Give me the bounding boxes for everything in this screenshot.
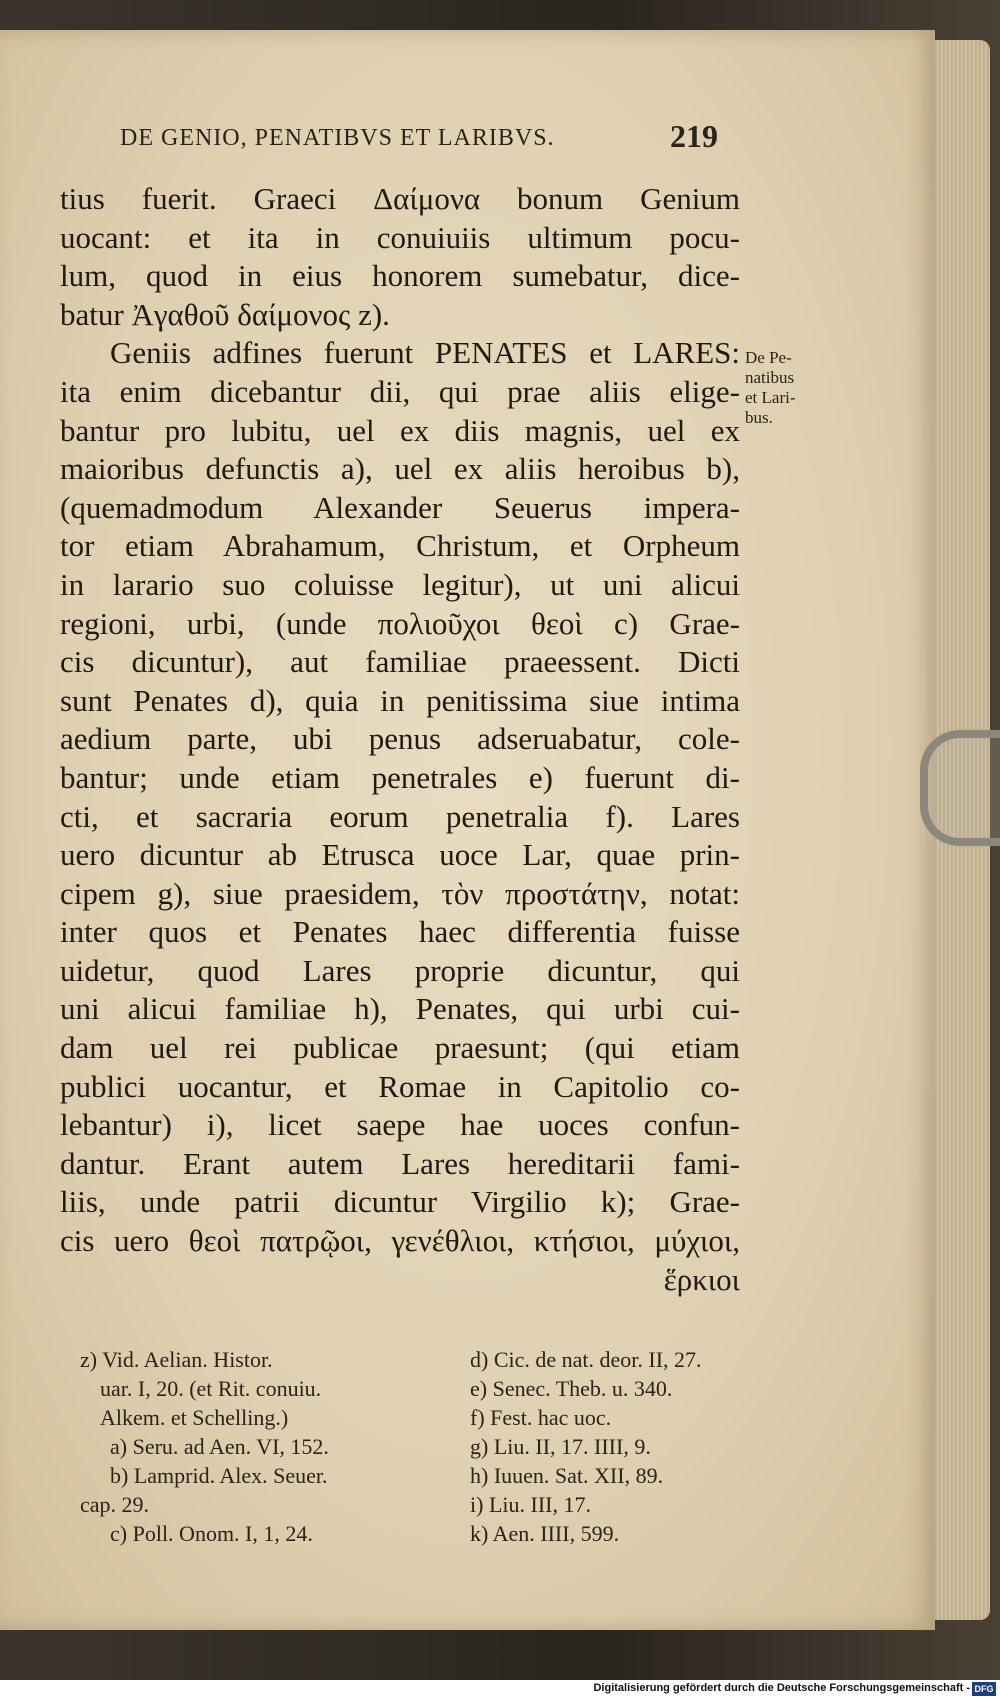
body-text [60,180,740,1299]
footnote: cap. 29. [80,1492,150,1517]
body-line: sunt Penates d), quia in penitissima siue intima [60,682,740,718]
catchword: ἕρκιοι [663,1261,740,1297]
body-line: lum, quod in eius honorem sumebatur, dice- [60,258,740,294]
footnotes-right [470,1345,770,1548]
margin-note-line: bus. [745,408,773,427]
body-line: batur Ἀγαθοῦ δαίμονος z). [60,296,390,332]
body-line: inter quos et Penates haec differentia fuisse [60,914,740,950]
running-title: DE GENIO, PENATIBVS ET LARIBVS. [120,125,555,151]
footnote: c) Poll. Onom. I, 1, 24. [110,1521,313,1546]
body-line: uero dicuntur ab Etrusca uoce Lar, quae prin- [60,837,740,873]
margin-note [745,348,835,428]
footnote: z) Vid. Aelian. Histor. [80,1347,273,1372]
margin-note-line: et Lari- [745,388,796,407]
footnote: i) Liu. III, 17. [470,1492,591,1517]
body-line: tor etiam Abrahamum, Christum, et Orpheum [60,528,740,564]
body-line: liis, unde patrii dicuntur Virgilio k); Grae- [60,1184,740,1220]
footnote: g) Liu. II, 17. IIII, 9. [470,1434,651,1459]
footnote: f) Fest. hac uoc. [470,1405,612,1430]
body-line: tius fuerit. Graeci Δαίμονα bonum Genium [60,181,740,216]
margin-note-line: natibus [745,368,795,387]
body-line: cis dicuntur), aut familiae praeessent. Dicti [60,644,740,680]
footnote: e) Senec. Theb. u. 340. [470,1376,673,1401]
footnote: a) Seru. ad Aen. VI, 152. [110,1434,329,1459]
body-line: cipem g), siue praesidem, τὸν προστάτην, notat: [60,875,740,911]
footnote: b) Lamprid. Alex. Seuer. [110,1463,328,1488]
digitization-credit: Digitalisierung gefördert durch die Deutsche Forschungsgemeinschaft - [593,1682,970,1694]
body-line: uidetur, quod Lares proprie dicuntur, qui [60,952,740,988]
body-line: dam uel rei publicae praesunt; (qui etiam [60,1030,740,1066]
body-line: aedium parte, ubi penus adseruabatur, cole- [60,721,740,757]
body-line: Geniis adfines fuerunt PENATES et LARES: [110,335,740,371]
body-line: in larario suo coluisse legitur), ut uni alicui [60,566,740,602]
body-line: publici uocantur, et Romae in Capitolio co- [60,1068,740,1104]
footnote: d) Cic. de nat. deor. II, 27. [470,1347,702,1372]
body-line: (quemadmodum Alexander Seuerus impera- [60,489,740,525]
body-line: uocant: et ita in conuiuiis ultimum pocu- [60,219,740,255]
footnotes-left [80,1345,420,1548]
body-line: bantur pro lubitu, uel ex diis magnis, uel ex [60,412,740,448]
body-line: regioni, urbi, (unde πολιοῦχοι θεοὶ c) Grae- [60,605,740,641]
footnote: Alkem. et Schelling.) [100,1405,289,1430]
body-line: cti, et sacraria eorum penetralia f). Lares [60,798,740,834]
body-line: maioribus defunctis a), uel ex aliis heroibus b), [60,451,740,487]
body-line: bantur; unde etiam penetrales e) fuerunt di- [60,759,740,795]
body-line: dantur. Erant autem Lares hereditarii fami- [60,1145,740,1181]
body-line: uni alicui familiae h), Penates, qui urbi cui- [60,991,740,1027]
footnote: uar. I, 20. (et Rit. conuiu. [100,1376,322,1401]
footnote: k) Aen. IIII, 599. [470,1521,620,1546]
dfg-logo: DFG [972,1682,996,1696]
book-page [0,30,935,1630]
body-line: ita enim dicebantur dii, qui prae aliis elige- [60,373,740,409]
footnote: h) Iuuen. Sat. XII, 89. [470,1463,664,1488]
margin-note-line: De Pe- [745,348,792,367]
page-number: 219 [670,118,718,154]
body-line: lebantur) i), licet saepe hae uoces confun- [60,1107,740,1143]
body-line: cis uero θεοὶ πατρῷοι, γενέθλιοι, κτήσιοι, μύχιοι, [60,1223,740,1259]
page-clip [920,730,1000,846]
